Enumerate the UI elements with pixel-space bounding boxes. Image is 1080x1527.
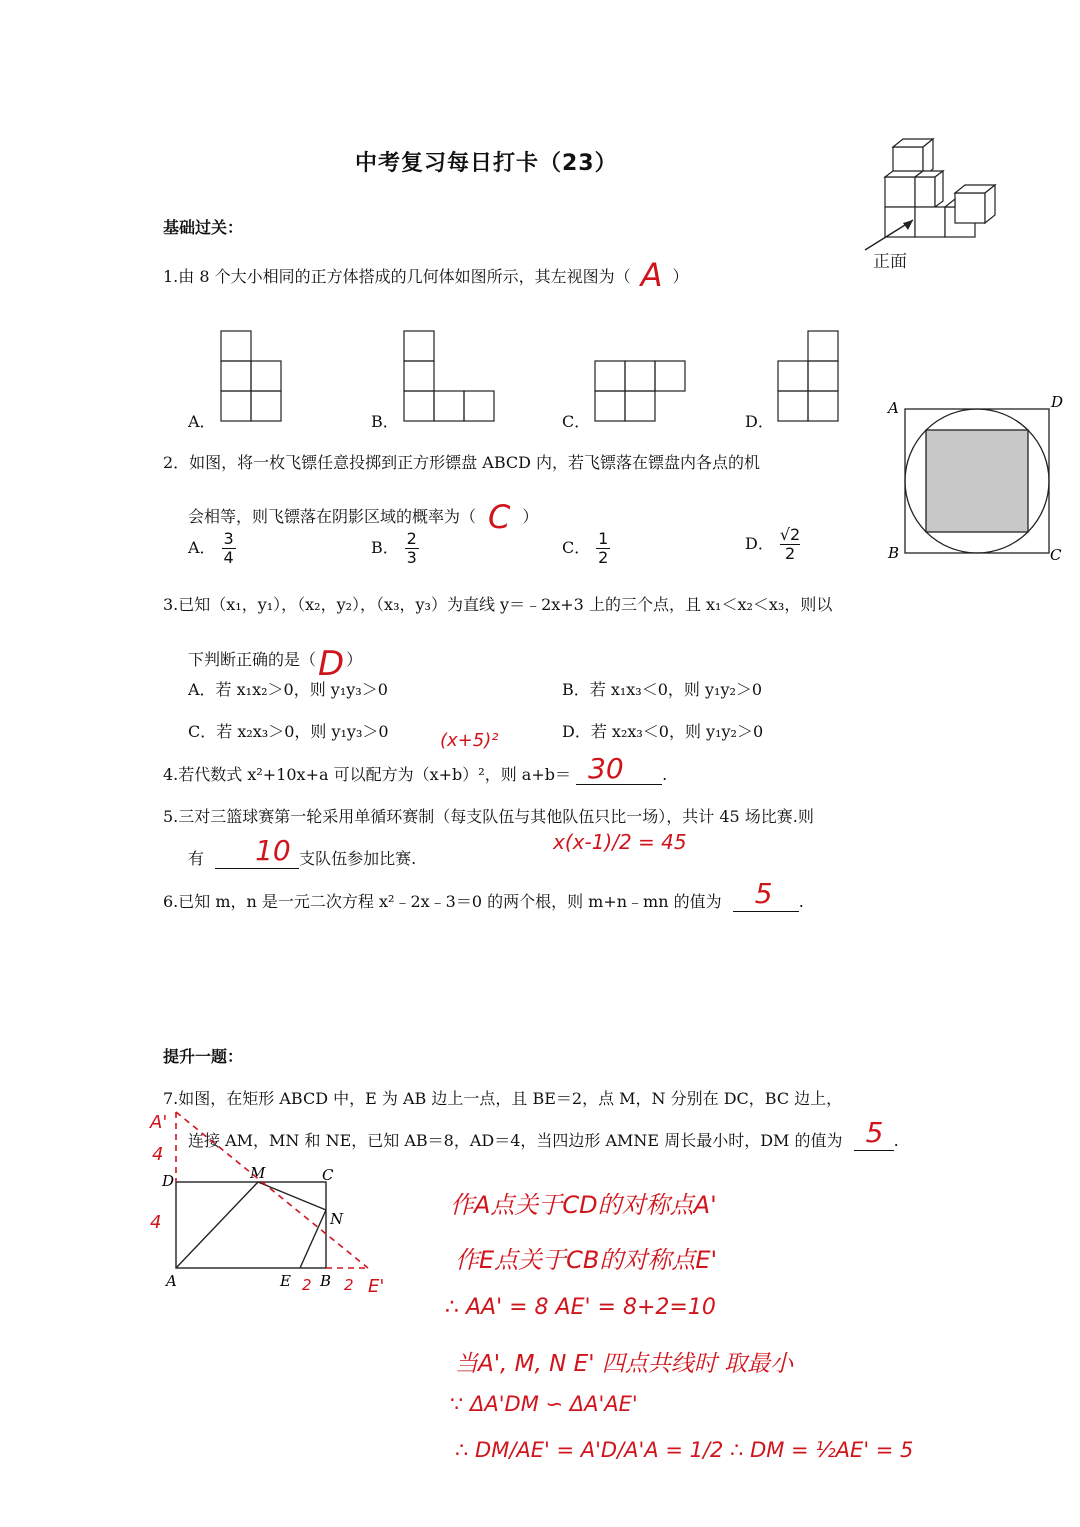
q1-option-b-label: B． xyxy=(371,412,399,431)
q1-option-b-view xyxy=(403,330,495,422)
q7-hand-e-prime: E' xyxy=(368,1276,385,1297)
q1-option-c-label: C． xyxy=(562,412,591,431)
section-advanced: 提升一题： xyxy=(163,1047,244,1066)
q2-label-b: B xyxy=(888,544,900,562)
q5-handwritten-answer: 10 xyxy=(255,834,291,867)
q7-hand-a-prime: A' xyxy=(150,1112,168,1133)
q7-hand-be2: 2 xyxy=(344,1276,354,1294)
q7-solution-line3: ∴ AA' = 8 AE' = 8+2=10 xyxy=(445,1295,716,1320)
q7-line2: 连接 AM，MN 和 NE，已知 AB＝8，AD＝4，当四边形 AMNE 周长最小时，DM 的值为 5 . xyxy=(188,1116,899,1150)
q2-label-a: A xyxy=(888,399,899,417)
q3-line2: 下判断正确的是（D ） xyxy=(188,644,363,684)
q7-solution-line2: 作E点关于CB的对称点E' xyxy=(455,1246,718,1274)
q2-option-b: B． $\frac{2}{3}$ xyxy=(371,529,417,567)
q7-label-a: A xyxy=(166,1272,177,1290)
q3-line1: 3.已知（x₁，y₁），（x₂，y₂），（x₃，y₃）为直线 y＝﹣2x+3 上的三个点，且 x₁＜x₂＜x₃，则以 xyxy=(163,595,833,614)
q7-hand-seg2: 4 xyxy=(150,1212,162,1233)
q7-solution-line6: ∴ DM/AE' = A'D/A'A = 1/2 ∴ DM = ½AE' = 5 xyxy=(455,1438,914,1462)
q1-option-d-view xyxy=(777,330,839,422)
q3-handwritten-answer: D xyxy=(318,644,345,684)
q7-handwritten-answer: 5 xyxy=(865,1116,884,1149)
q1-option-a-view xyxy=(220,330,282,422)
q6-handwritten-answer: 5 xyxy=(754,877,773,910)
q1-handwritten-answer: A xyxy=(640,256,663,294)
q2-option-a: A． $\frac{3}{4}$ xyxy=(188,529,234,567)
q7-label-c: C xyxy=(322,1166,334,1184)
q1-text: 1.由 8 个大小相同的正方体搭成的几何体如图所示，其左视图为（ A ） xyxy=(163,256,689,294)
page-title: 中考复习每日打卡（23） xyxy=(355,151,618,176)
q2-option-c: C． $\frac{1}{2}$ xyxy=(562,529,609,567)
q7-label-b: B xyxy=(320,1272,332,1290)
q1-option-c-view xyxy=(594,360,686,422)
q3-option-b: B．若 x₁x₃＜0，则 y₁y₂＞0 xyxy=(562,680,763,699)
q4-text: 4.若代数式 x²+10x+a 可以配方为（x+b）²，则 a+b＝ 30 . xyxy=(163,752,668,785)
q7-line1: 7.如图，在矩形 ABCD 中，E 为 AB 边上一点，且 BE＝2，点 M，N 分别在 DC，BC 边上， xyxy=(163,1089,843,1108)
q7-rectangle-figure xyxy=(140,1100,400,1300)
q2-option-d: D． $\frac{√2}{2}$ xyxy=(745,525,801,563)
q2-handwritten-answer: C xyxy=(488,498,511,536)
q2-line2: 会相等，则飞镖落在阴影区域的概率为（ C ） xyxy=(188,498,539,536)
q7-label-n: N xyxy=(330,1210,344,1228)
q7-label-d: D xyxy=(162,1172,175,1190)
front-label: 正面 xyxy=(873,252,907,272)
q7-solution-line5: ∵ ΔA'DM ∽ ΔA'AE' xyxy=(450,1392,638,1416)
q7-solution-line4: 当A', M, N E' 四点共线时 取最小 xyxy=(455,1351,794,1377)
q5-handwritten-note: x(x-1)/2 = 45 xyxy=(553,830,687,854)
q7-hand-seg1: 4 xyxy=(152,1144,164,1165)
q7-solution-line1: 作A点关于CD的对称点A' xyxy=(450,1191,717,1219)
q2-label-c: C xyxy=(1050,546,1062,564)
q2-label-d: D xyxy=(1051,393,1064,411)
q1-option-d-label: D． xyxy=(745,412,774,431)
q5-line1: 5.三对三篮球赛第一轮采用单循环赛制（每支队伍与其他队伍只比一场），共计 45 场比赛.则 xyxy=(163,807,814,826)
q5-line2: 有 10 支队伍参加比赛. xyxy=(188,834,417,868)
q3-option-a: A．若 x₁x₂＞0，则 y₁y₃＞0 xyxy=(188,680,388,699)
section-basic: 基础过关： xyxy=(163,218,244,237)
q2-dartboard-figure xyxy=(885,395,1065,565)
q7-label-m: M xyxy=(250,1164,266,1182)
q1-option-a-label: A． xyxy=(188,412,216,431)
q6-text: 6.已知 m，n 是一元二次方程 x²﹣2x﹣3＝0 的两个根，则 m+n﹣mn 的值为 5 . xyxy=(163,877,804,911)
q3-option-c: C．若 x₂x₃＞0，则 y₁y₃＞0 xyxy=(188,722,389,741)
q7-label-e: E xyxy=(280,1272,291,1290)
q7-hand-be: 2 xyxy=(302,1276,312,1294)
q2-line1: 2．如图，将一枚飞镖任意投掷到正方形镖盘 ABCD 内，若飞镖落在镖盘内各点的机 xyxy=(163,453,761,472)
q1-cube-figure xyxy=(855,135,1005,275)
q4-handwritten-answer: 30 xyxy=(588,752,624,785)
q3-option-d: D．若 x₂x₃＜0，则 y₁y₂＞0 xyxy=(562,722,764,741)
q4-handwritten-note: (x+5)² xyxy=(440,730,499,751)
